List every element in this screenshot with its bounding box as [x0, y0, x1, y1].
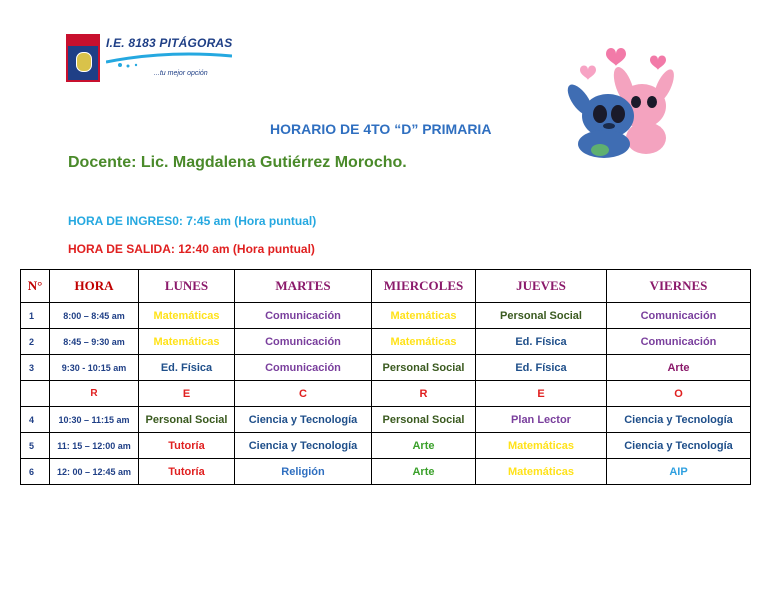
recess-letter: E: [139, 381, 235, 407]
cell-thursday: Plan Lector: [476, 407, 607, 433]
header-friday: VIERNES: [607, 270, 751, 303]
cell-friday: Comunicación: [607, 329, 751, 355]
row-number: [21, 381, 50, 407]
header-thursday: JUEVES: [476, 270, 607, 303]
cell-thursday: Matemáticas: [476, 433, 607, 459]
recess-letter: E: [476, 381, 607, 407]
cell-tuesday: Religión: [235, 459, 372, 485]
heart-icon: [580, 66, 596, 81]
cell-tuesday: Comunicación: [235, 303, 372, 329]
row-hour: 8:45 – 9:30 am: [50, 329, 139, 355]
table-row: [21, 329, 751, 355]
table-row: [21, 355, 751, 381]
table-row-recess: [21, 381, 751, 407]
cell-tuesday: Comunicación: [235, 355, 372, 381]
teacher-name: Docente: Lic. Magdalena Gutiérrez Morocho.: [68, 154, 407, 171]
school-slogan: ...tu mejor opción: [154, 70, 208, 77]
cell-monday: Personal Social: [139, 407, 235, 433]
cell-tuesday: Comunicación: [235, 329, 372, 355]
recess-letter: C: [235, 381, 372, 407]
table-row: [21, 459, 751, 485]
header-hour: HORA: [50, 270, 139, 303]
exit-time: HORA DE SALIDA: 12:40 am (Hora puntual): [68, 242, 315, 256]
cell-wednesday: Personal Social: [372, 407, 476, 433]
cell-friday: AIP: [607, 459, 751, 485]
cell-monday: Matemáticas: [139, 303, 235, 329]
logo-swoosh-icon: [106, 52, 232, 68]
row-hour: 9:30 - 10:15 am: [50, 355, 139, 381]
cell-wednesday: Personal Social: [372, 355, 476, 381]
heart-icon: [650, 56, 666, 71]
entry-time: HORA DE INGRES0: 7:45 am (Hora puntual): [68, 214, 317, 228]
row-hour: 10:30 – 11:15 am: [50, 407, 139, 433]
row-hour: 8:00 – 8:45 am: [50, 303, 139, 329]
row-number: 6: [21, 459, 50, 485]
header-tuesday: MARTES: [235, 270, 372, 303]
cell-monday: Tutoría: [139, 433, 235, 459]
table-row: [21, 433, 751, 459]
heart-icon: [606, 48, 626, 66]
cell-friday: Ciencia y Tecnología: [607, 433, 751, 459]
row-hour: 11: 15 – 12:00 am: [50, 433, 139, 459]
school-name: I.E. 8183 PITÁGORAS: [106, 36, 233, 50]
row-number: 4: [21, 407, 50, 433]
cell-friday: Comunicación: [607, 303, 751, 329]
school-shield-icon: [66, 34, 100, 82]
table-row: [21, 303, 751, 329]
row-number: 1: [21, 303, 50, 329]
cell-wednesday: Matemáticas: [372, 303, 476, 329]
row-number: 2: [21, 329, 50, 355]
cell-wednesday: Arte: [372, 459, 476, 485]
row-number: 3: [21, 355, 50, 381]
row-hour: 12: 00 – 12:45 am: [50, 459, 139, 485]
cell-friday: Arte: [607, 355, 751, 381]
header-monday: LUNES: [139, 270, 235, 303]
cell-thursday: Matemáticas: [476, 459, 607, 485]
table-row: [21, 407, 751, 433]
page-title: HORARIO DE 4TO “D” PRIMARIA: [270, 121, 492, 137]
cell-monday: Ed. Física: [139, 355, 235, 381]
cell-thursday: Personal Social: [476, 303, 607, 329]
row-number: 5: [21, 433, 50, 459]
cell-friday: Ciencia y Tecnología: [607, 407, 751, 433]
cell-thursday: Ed. Física: [476, 355, 607, 381]
schedule-table: [20, 269, 751, 485]
cell-tuesday: Ciencia y Tecnología: [235, 407, 372, 433]
recess-letter: R: [372, 381, 476, 407]
cell-tuesday: Ciencia y Tecnología: [235, 433, 372, 459]
table-header-row: [21, 270, 751, 303]
cell-wednesday: Arte: [372, 433, 476, 459]
header-number: N°: [21, 270, 50, 303]
header-wednesday: MIERCOLES: [372, 270, 476, 303]
recess-letter: O: [607, 381, 751, 407]
recess-letter: R: [50, 381, 139, 407]
cell-monday: Matemáticas: [139, 329, 235, 355]
stitch-angel-mascot-icon: [560, 40, 680, 162]
cell-monday: Tutoría: [139, 459, 235, 485]
cell-wednesday: Matemáticas: [372, 329, 476, 355]
cell-thursday: Ed. Física: [476, 329, 607, 355]
school-logo: [66, 34, 236, 86]
